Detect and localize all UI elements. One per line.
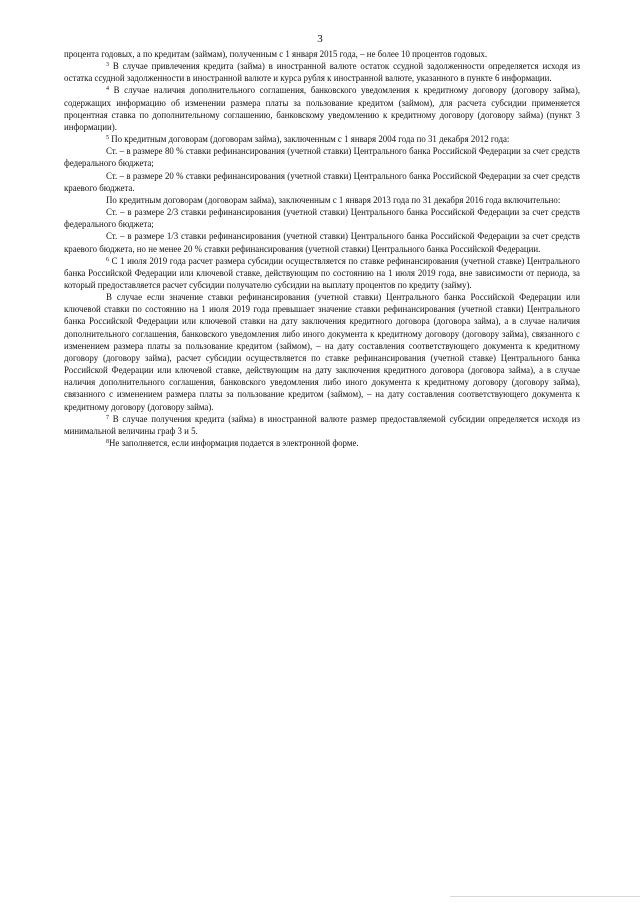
footnotes-body: [64, 48, 580, 449]
rate-federal-2-3: [64, 206, 580, 230]
footnote-marker: 3: [106, 62, 109, 69]
rate-regional-20: [64, 170, 580, 194]
paragraph-text: По кредитным договорам (договорам займа), заключенным с 1 января 2004 года по 31 декабря 2012 года:: [111, 134, 510, 145]
rate-regional-1-3: [64, 230, 580, 254]
footnote-6-continued: [64, 291, 580, 413]
paragraph-text: Ст. – в размере 20 % ставки рефинансирования (учетной ставки) Центрального банка Российской Федерации за счет средств краевого бюджета.: [64, 170, 580, 193]
period-2013-2016: [64, 194, 580, 206]
footnote-5: [64, 133, 580, 145]
paragraph-text: В случае привлечения кредита (займа) в иностранной валюте остаток ссудной задолженности определяется исходя из остатка ссудной задолженности в иностранной валюте и курса рубля к иностранной валюте, указанного в пункте 6 информации.: [64, 61, 581, 84]
paragraph-text: Ст. – в размере 1/3 ставки рефинансирования (учетной ставки) Центрального банка Российской Федерации за счет средств краевого бюджета, но не менее 20 % ставки рефинансирования (учетной ставки) Центрального банка Российской Федерации.: [64, 231, 580, 254]
page-number: 3: [317, 33, 323, 45]
footnote-marker: 4: [106, 86, 109, 93]
footnote-6: [64, 255, 580, 291]
rate-federal-80: [64, 145, 580, 169]
footnote-7: [64, 413, 580, 437]
footnote-3: [64, 60, 580, 84]
paragraph-text: С 1 июля 2019 года расчет размера субсидии осуществляется по ставке рефинансирования (учетной ставке) Центрального банка Российской Федерации или ключевой ставке, действующим по состоянию на 1 июля 2019 года, вне зависимости от периода, за который предоставляется расчет субсидии получателю субсидии на выплату процентов по кредиту (займу).: [64, 255, 580, 290]
footnote-continuation: [64, 48, 580, 60]
paragraph-text: процента годовых, а по кредитам (займам), полученным с 1 января 2015 года, – не более 10 процентов годовых.: [64, 49, 488, 59]
footnote-marker: 8: [106, 439, 109, 445]
footnote-marker: 5: [106, 135, 109, 142]
paragraph-text: Ст. – в размере 2/3 ставки рефинансирования (учетной ставки) Центрального банка Российской Федерации за счет средств федерального бюджета;: [64, 207, 580, 230]
paragraph-text: В случае получения кредита (займа) в иностранной валюте размер предоставляемой субсидии определяется исходя из минимальной величины граф 3 и 5.: [64, 413, 581, 436]
paragraph-text: Не заполняется, если информация подается в электронной форме.: [109, 438, 359, 448]
paragraph-text: В случае наличия дополнительного соглашения, банковского уведомления к кредитному договору (договору займа), содержащих информацию об изменении размера платы за пользование кредитом (займом), для расчета субсидии применяется процентная ставка по дополнительному соглашению, банковскому уведомлению к кредитному договору (договору займа) (пункт 3 информации).: [64, 85, 580, 132]
footnote-4: [64, 84, 580, 133]
scan-edge-line: [450, 896, 640, 905]
footnote-8: [64, 437, 580, 449]
paragraph-text: По кредитным договорам (договорам займа), заключенным с 1 января 2013 года по 31 декабря 2016 года включительно:: [106, 194, 561, 205]
paragraph-text: Ст. – в размере 80 % ставки рефинансирования (учетной ставки) Центрального банка Российской Федерации за счет средств федерального бюджета;: [64, 146, 580, 169]
footnote-marker: 7: [106, 414, 109, 421]
paragraph-text: В случае если значение ставки рефинансирования (учетной ставки) Центрального банка Российской Федерации или ключевой ставки по состоянию на 1 июля 2019 года превышает значение ставки рефинансирования (учетной ставки) Центрального банка Российской Федерации или ключевой ставки на дату заключения кредитного договора (договора займа), а в случае наличия дополнительного соглашения, банковского уведомления либо иного документа к кредитному договору (договору займа), связанного с изменением размера платы за пользование кредитом (займом), – на дату составления соответствующего документа к кредитному договору (договору займа), расчет субсидии осуществляется по ставке рефинансирования (учетной ставке) Центрального банка Российской Федерации или ключевой ставке, действующим на дату заключения кредитного договора (договора займа), а в случае наличия дополнительного соглашения, банковского уведомления либо иного документа к кредитному договору (договору займа), связанного с изменением размера платы за пользование кредитом (займом), – на дату составления соответствующего документа к кредитному договору (договору займа).: [64, 292, 580, 412]
footnote-marker: 6: [106, 256, 109, 263]
